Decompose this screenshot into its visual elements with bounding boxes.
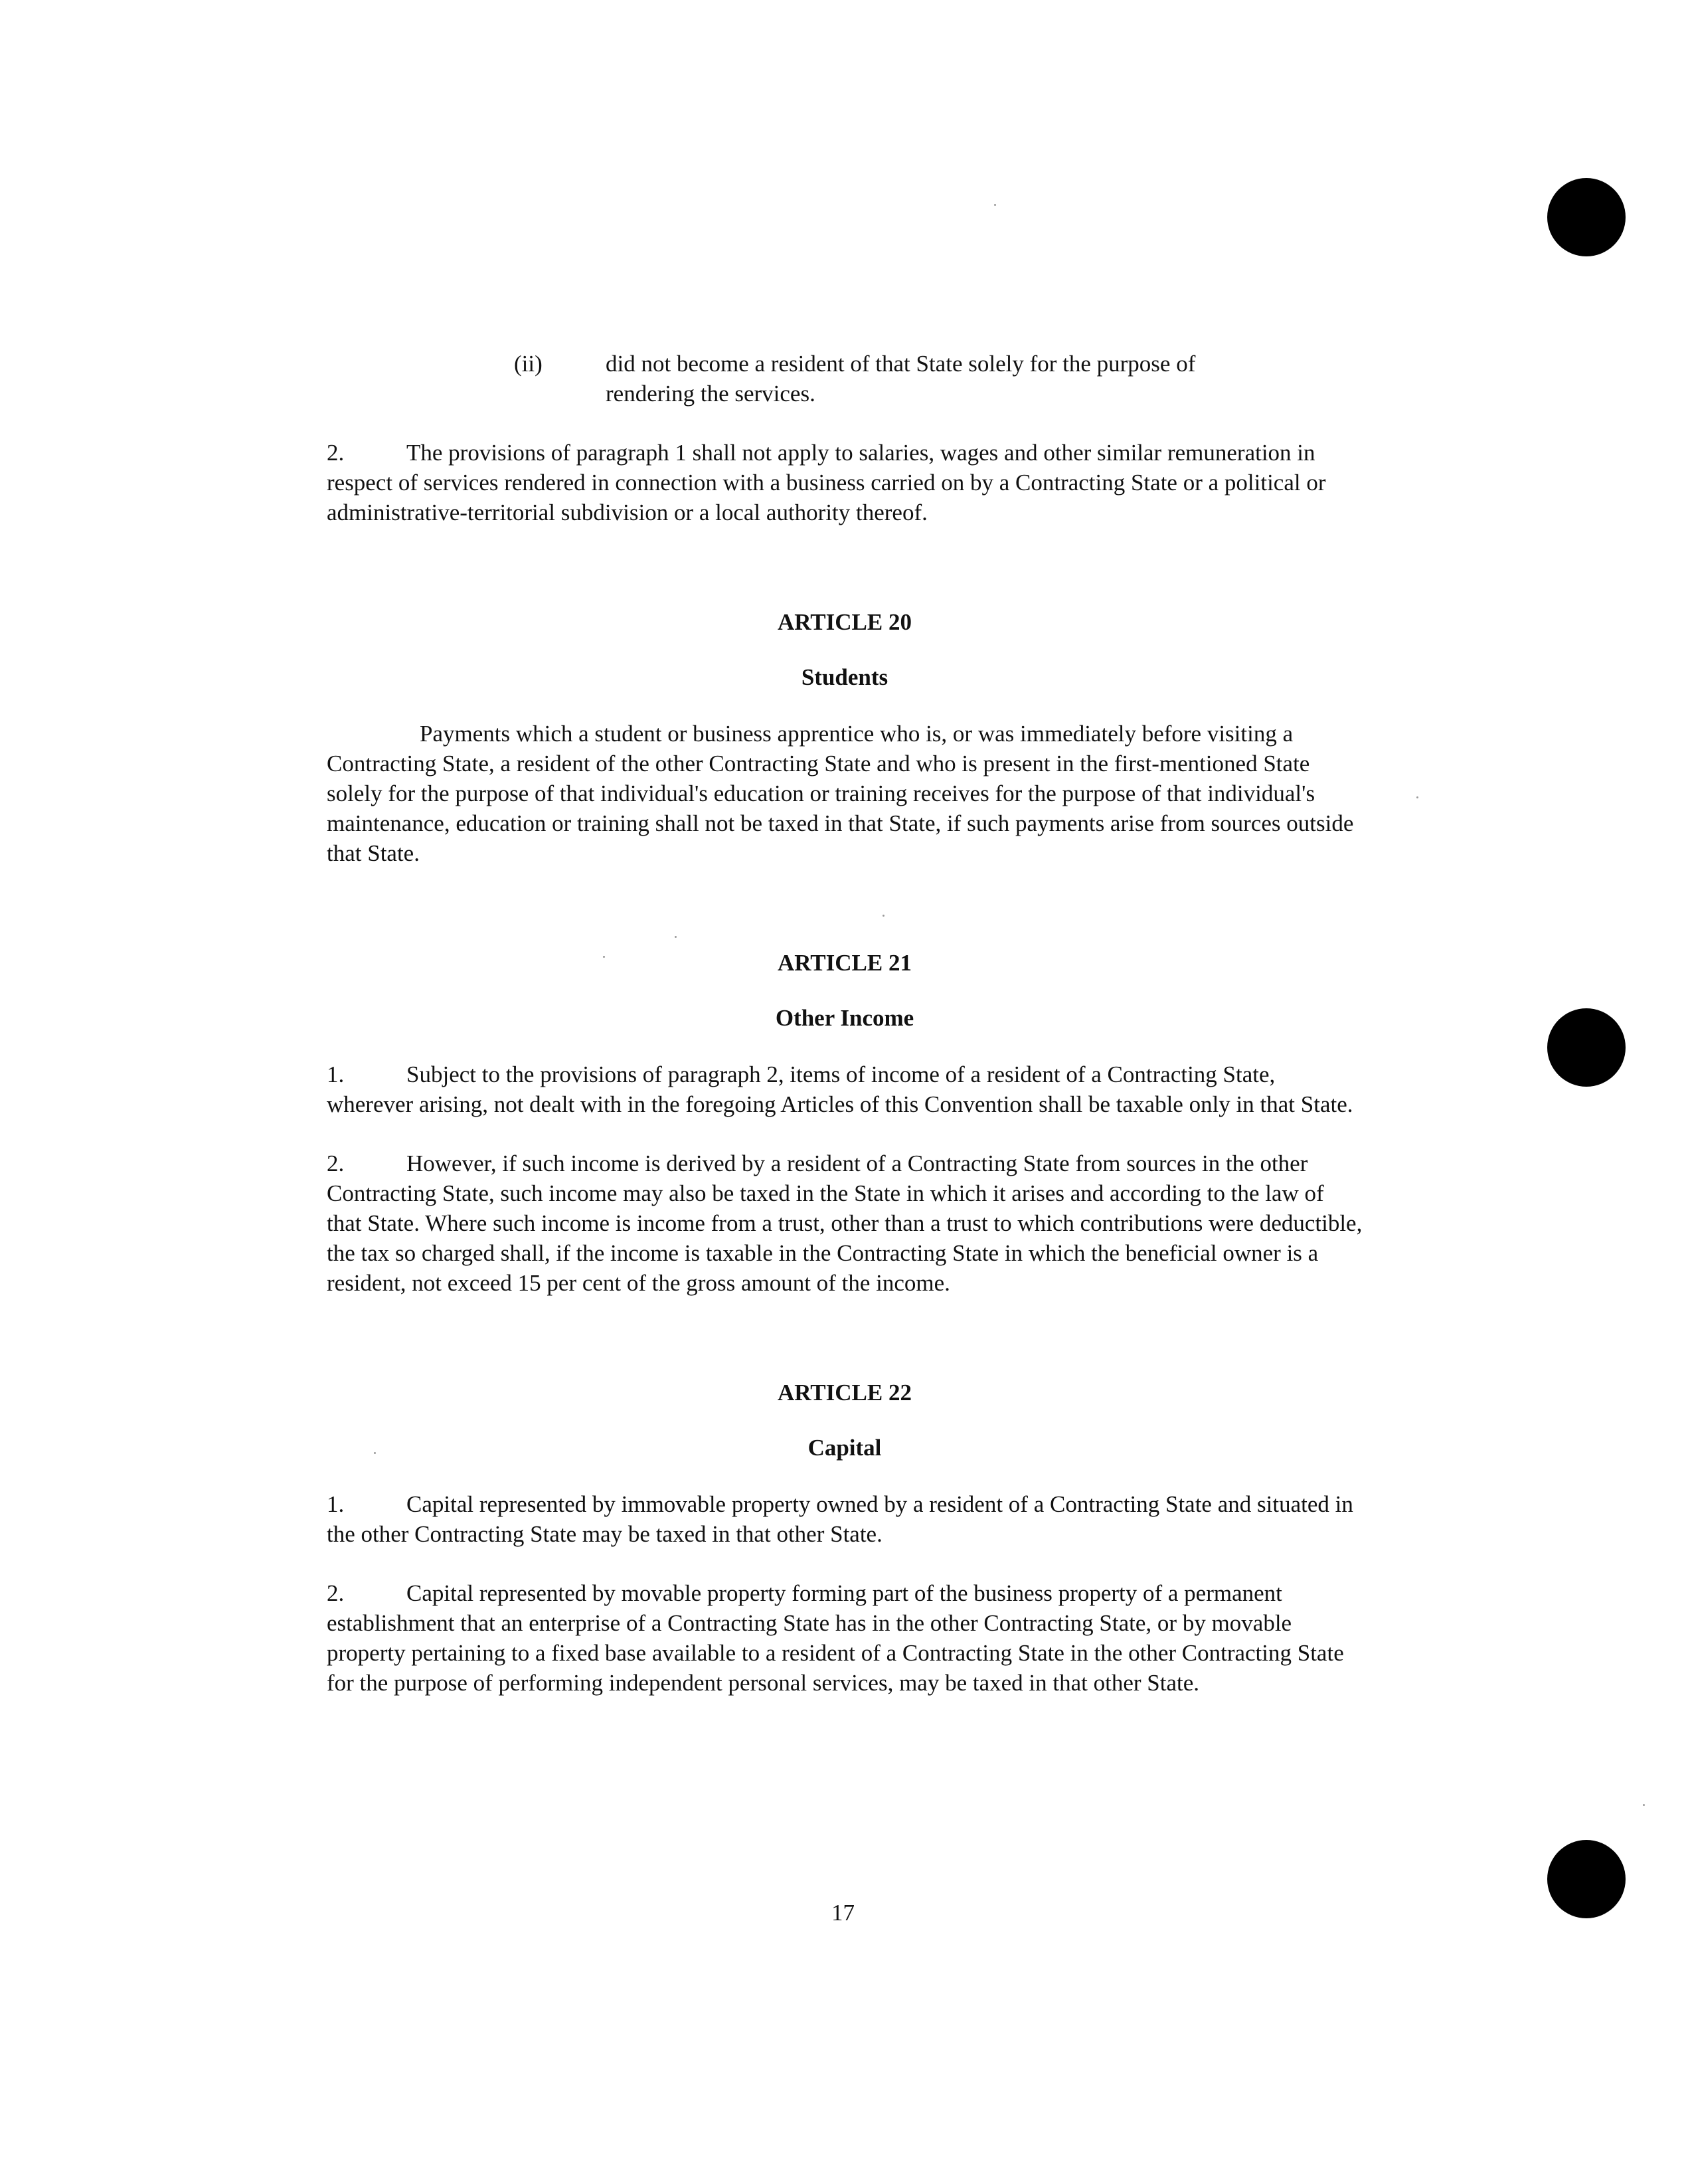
article21-title: Other Income xyxy=(775,1005,914,1031)
paragraph-number: 2. xyxy=(327,1580,345,1606)
article19-paragraph-2 xyxy=(327,438,1363,527)
paragraph-text: The provisions of paragraph 1 shall not apply to salaries, wages and other similar remuneration in respect of services rendered in connection with a business carried on by a Contracting State or a political or administrative-territorial subdivision or a local authority thereof. xyxy=(327,440,1326,525)
page-number: 17 xyxy=(831,1900,855,1926)
article20-text: Payments which a student or business apprentice who is, or was immediately before visiting a Contracting State, a resident of the other Contracting State and who is present in the first-mentioned State solely for the purpose of that individual's education or training receives for the purpose of that individual's maintenance, education or training shall not be taxed in that State, if such payments arise from sources outside that State. xyxy=(327,721,1354,866)
scan-speck xyxy=(1416,796,1418,798)
article20-title: Students xyxy=(801,664,888,690)
paragraph-number: 1. xyxy=(327,1061,345,1087)
paragraph-number: 2. xyxy=(327,1150,345,1176)
subparagraph-ii xyxy=(327,349,1363,409)
punch-hole-top xyxy=(1547,178,1626,256)
article22-heading: ARTICLE 22 xyxy=(777,1380,912,1406)
paragraph-number: 2. xyxy=(327,440,345,466)
paragraph-text: Capital represented by immovable property owned by a resident of a Contracting State and situated in the other Contracting State may be taxed in that other State. xyxy=(327,1491,1353,1547)
article21-paragraph-2 xyxy=(327,1148,1363,1298)
paragraph-text: Capital represented by movable property forming part of the business property of a permanent establishment that an enterprise of a Contracting State has in the other Contracting State, or by movable property pertaining to a fixed base available to a resident of a Contracting State in the other Contracting State for the purpose of performing independent personal services, may be taxed in that other State. xyxy=(327,1580,1344,1696)
subparagraph-line-2: rendering the services. xyxy=(606,381,815,407)
article20-heading: ARTICLE 20 xyxy=(777,609,912,635)
paragraph-number: 1. xyxy=(327,1491,345,1517)
article21-paragraph-1 xyxy=(327,1059,1363,1119)
paragraph-text: Subject to the provisions of paragraph 2, items of income of a resident of a Contracting State, wherever arising, not dealt with in the foregoing Articles of this Convention shall be taxable only in that State. xyxy=(327,1061,1353,1117)
scan-speck xyxy=(1643,1804,1645,1806)
article22-paragraph-2 xyxy=(327,1578,1363,1698)
subparagraph-label: (ii) xyxy=(514,351,543,377)
article21-heading: ARTICLE 21 xyxy=(777,950,912,976)
article22-title: Capital xyxy=(807,1435,882,1461)
scan-speck xyxy=(994,204,996,206)
punch-hole-middle xyxy=(1547,1008,1626,1087)
paragraph-text: However, if such income is derived by a resident of a Contracting State from sources in the other Contracting State, such income may also be taxed in the State in which it arises and according to the law of that State. Where such income is income from a trust, other than a trust to which contributions were deductible, the tax so charged shall, if the income is taxable in the Contracting State in which the beneficial owner is a resident, not exceed 15 per cent of the gross amount of the income. xyxy=(327,1150,1363,1296)
document-body xyxy=(327,349,1363,1698)
article22-paragraph-1 xyxy=(327,1489,1363,1549)
subparagraph-line-1: did not become a resident of that State solely for the purpose of xyxy=(606,351,1196,377)
